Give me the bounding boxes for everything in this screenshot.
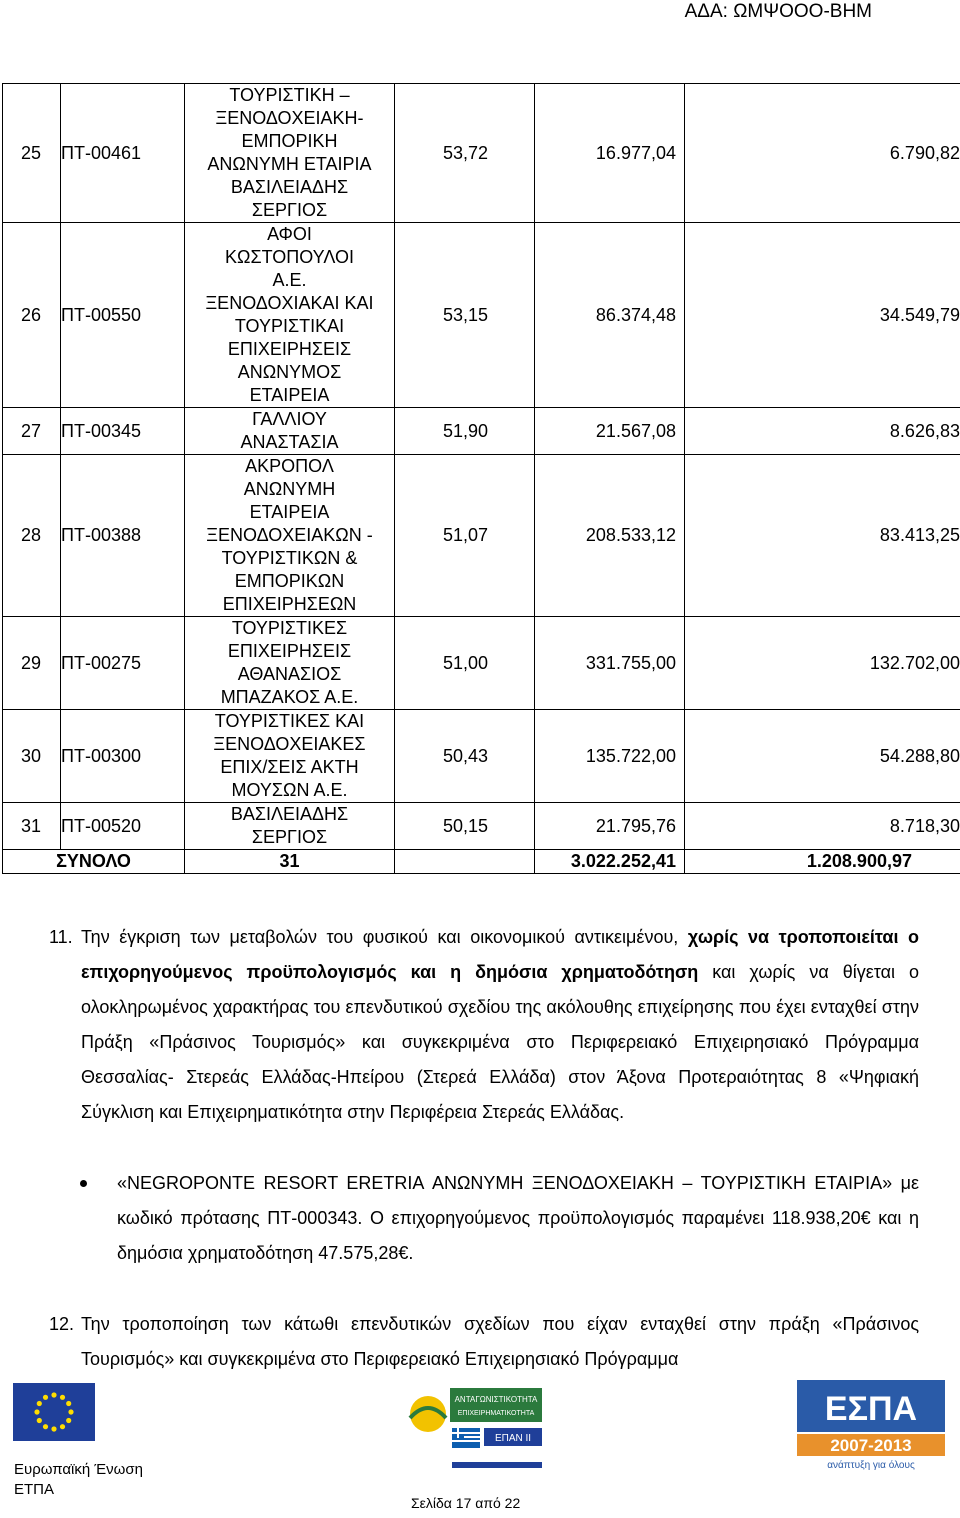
star-icon bbox=[43, 1395, 48, 1400]
row-score: 50,15 bbox=[395, 803, 535, 850]
mid-logo-line2: ΕΠΙΧΕΙΡΗΜΑΤΙΚΟΤΗΤΑ bbox=[457, 1410, 535, 1417]
star-icon bbox=[60, 1395, 65, 1400]
section-11-bold: χωρίς να τροποποιείται ο επιχορηγούμενος προϋπολογισμός και η δημόσια χρηματοδότηση bbox=[81, 927, 919, 982]
row-code: ΠΤ-00300 bbox=[61, 710, 185, 803]
beneficiary-line: ΒΑΣΙΛΕΙΑΔΗΣ bbox=[230, 177, 349, 197]
espa-logo bbox=[795, 1378, 947, 1473]
row-budget: 135.722,00 bbox=[535, 710, 685, 803]
beneficiary-line: ΑΚΡΟΠΟΛ bbox=[245, 456, 334, 476]
row-score: 51,90 bbox=[395, 408, 535, 455]
beneficiary-line: ΕΠΙΧΕΙΡΗΣΕΩΝ bbox=[222, 594, 357, 614]
star-icon bbox=[66, 1418, 71, 1423]
beneficiary-line: ΣΕΡΓΙΟΣ bbox=[251, 827, 328, 847]
section-11-rest: και χωρίς να θίγεται ο ολοκληρωμένος χαρακτήρας του επενδυτικού σχεδίου της ακόλουθης επιχείρησης που έχει ενταχθεί στην Πράξη «Πράσινος Τουρισμός» και συγκεκριμένα στο Περιφερειακό Επιχειρησιακό Πρόγραμμα Θεσσαλίας- Στερεάς Ελλάδας-Ηπείρου (Στερεά Ελλάδα) στον Άξονα Προτεραιότητας 8 «Ψηφιακή Σύγκλιση και Επιχειρηματικότητα στην Περιφέρεια Στερεάς Ελλάδας. bbox=[81, 962, 919, 1122]
grants-table bbox=[2, 83, 960, 874]
beneficiary-line: ΞΕΝΟΔΟΧΕΙΑΚΗ- bbox=[215, 108, 364, 128]
eu-label bbox=[14, 1460, 143, 1500]
row-number: 27 bbox=[3, 408, 61, 455]
beneficiary-line: ΑΝΩΝΥΜΟΣ bbox=[237, 362, 342, 382]
total-funding: 1.208.900,97 bbox=[685, 850, 960, 874]
table-row bbox=[3, 223, 960, 408]
beneficiary-line: ΕΜΠΟΡΙΚΩΝ bbox=[234, 571, 345, 591]
row-number: 30 bbox=[3, 710, 61, 803]
row-funding: 54.288,80 bbox=[685, 710, 960, 803]
star-icon bbox=[51, 1426, 56, 1431]
beneficiary-line: ΣΕΡΓΙΟΣ bbox=[251, 200, 328, 220]
eu-label-line1: Ευρωπαϊκή Ένωση bbox=[14, 1461, 143, 1478]
row-score: 53,72 bbox=[395, 84, 535, 223]
star-icon bbox=[34, 1409, 39, 1414]
beneficiary-line: ΤΟΥΡΙΣΤΙΚΑΙ bbox=[234, 316, 345, 336]
section-11-intro: Την έγκριση των μεταβολών του φυσικού και οικονομικού αντικειμένου, bbox=[81, 927, 688, 947]
section-12-text: Την τροποποίηση των κάτωθι επενδυτικών σχεδίων που είχαν ενταχθεί στην πράξη «Πράσινος Τουρισμός» και συγκεκριμένα στο Περιφερειακό Επιχειρησιακό Πρόγραμμα bbox=[81, 1314, 919, 1369]
beneficiary-line: Α.Ε. bbox=[272, 270, 307, 290]
row-budget: 331.755,00 bbox=[535, 617, 685, 710]
section-12-number: 12. bbox=[49, 1314, 75, 1334]
star-icon bbox=[66, 1401, 71, 1406]
beneficiary-line: ΕΤΑΙΡΕΙΑ bbox=[249, 502, 330, 522]
mid-logo-line1: ΑΝΤΑΓΩΝΙΣΤΙΚΟΤΗΤΑ bbox=[454, 1395, 538, 1404]
row-beneficiary bbox=[185, 408, 395, 455]
total-row bbox=[3, 850, 960, 874]
total-empty bbox=[395, 850, 535, 874]
row-number: 25 bbox=[3, 84, 61, 223]
row-code: ΠΤ-00461 bbox=[61, 84, 185, 223]
row-budget: 16.977,04 bbox=[535, 84, 685, 223]
total-label: ΣΥΝΟΛΟ bbox=[3, 850, 185, 874]
row-beneficiary bbox=[185, 455, 395, 617]
row-funding: 8.626,83 bbox=[685, 408, 960, 455]
row-number: 28 bbox=[3, 455, 61, 617]
beneficiary-line: ΕΠΙΧΕΙΡΗΣΕΙΣ bbox=[227, 641, 352, 661]
beneficiary-line: ΒΑΣΙΛΕΙΑΔΗΣ bbox=[230, 804, 349, 824]
star-icon bbox=[51, 1392, 56, 1397]
beneficiary-line: ΕΤΑΙΡΕΙΑ bbox=[249, 385, 330, 405]
row-beneficiary bbox=[185, 710, 395, 803]
row-number: 29 bbox=[3, 617, 61, 710]
page-number: Σελίδα 17 από 22 bbox=[411, 1495, 521, 1511]
table-row bbox=[3, 455, 960, 617]
beneficiary-line: ΑΝΩΝΥΜΗ ΕΤΑΙΡΙΑ bbox=[207, 154, 372, 174]
section-11-bullet: «NEGROPONTE RESORT ERETRIA ΑΝΩΝΥΜΗ ΞΕΝΟΔΟΧΕΙΑΚΗ – ΤΟΥΡΙΣΤΙΚΗ ΕΤΑΙΡΙΑ» με κωδικό πρότασης ΠΤ-000343. Ο επιχορηγούμενος προϋπολογισμός παραμένει 118.938,20€ και η δημόσια χρηματοδότηση 47.575,28€. bbox=[117, 1173, 919, 1263]
beneficiary-line: ΞΕΝΟΔΟΧΙΑΚΑΙ ΚΑΙ bbox=[205, 293, 374, 313]
section-11-number: 11. bbox=[49, 927, 73, 947]
table-row bbox=[3, 408, 960, 455]
row-score: 50,43 bbox=[395, 710, 535, 803]
table-row bbox=[3, 803, 960, 850]
mid-logo-tag: ΕΠΑΝ II bbox=[494, 1433, 532, 1444]
row-beneficiary bbox=[185, 223, 395, 408]
espa-years: 2007-2013 bbox=[830, 1436, 912, 1455]
beneficiary-line: ΤΟΥΡΙΣΤΙΚΩΝ & bbox=[221, 548, 358, 568]
row-beneficiary bbox=[185, 84, 395, 223]
star-icon bbox=[43, 1424, 48, 1429]
row-score: 51,07 bbox=[395, 455, 535, 617]
espa-word: ΕΣΠΑ bbox=[824, 1390, 918, 1428]
row-funding: 8.718,30 bbox=[685, 803, 960, 850]
row-budget: 86.374,48 bbox=[535, 223, 685, 408]
ada-code: ΑΔΑ: ΩΜΨΟΟΟ-ΒΗΜ bbox=[684, 1, 872, 22]
beneficiary-line: ΕΜΠΟΡΙΚΗ bbox=[241, 131, 338, 151]
beneficiary-line: ΑΦΟΙ bbox=[267, 224, 312, 244]
row-funding: 83.413,25 bbox=[685, 455, 960, 617]
row-code: ΠΤ-00520 bbox=[61, 803, 185, 850]
bullet-icon bbox=[80, 1180, 87, 1187]
beneficiary-line: ΓΑΛΛΙΟΥ bbox=[252, 409, 327, 429]
beneficiary-line: ΑΝΑΣΤΑΣΙΑ bbox=[240, 432, 339, 452]
espa-slogan: ανάπτυξη για όλους bbox=[827, 1460, 915, 1471]
row-budget: 208.533,12 bbox=[535, 455, 685, 617]
row-code: ΠΤ-00345 bbox=[61, 408, 185, 455]
beneficiary-line: ΚΩΣΤΟΠΟΥΛΟΙ bbox=[225, 247, 354, 267]
beneficiary-line: ΜΠΑΖΑΚΟΣ Α.Ε. bbox=[220, 687, 359, 707]
row-score: 51,00 bbox=[395, 617, 535, 710]
row-funding: 132.702,00 bbox=[685, 617, 960, 710]
beneficiary-line: ΤΟΥΡΙΣΤΙΚΕΣ bbox=[231, 618, 348, 638]
star-icon bbox=[37, 1401, 42, 1406]
eu-label-line2: ΕΤΠΑ bbox=[14, 1481, 55, 1498]
row-beneficiary bbox=[185, 617, 395, 710]
star-icon bbox=[37, 1418, 42, 1423]
row-number: 26 bbox=[3, 223, 61, 408]
table-row bbox=[3, 617, 960, 710]
section-11-text bbox=[81, 920, 919, 1130]
total-count: 31 bbox=[185, 850, 395, 874]
row-code: ΠΤ-00550 bbox=[61, 223, 185, 408]
row-score: 53,15 bbox=[395, 223, 535, 408]
eu-flag-logo bbox=[13, 1383, 95, 1441]
beneficiary-line: ΕΠΙΧΕΙΡΗΣΕΙΣ bbox=[227, 339, 352, 359]
beneficiary-line: ΕΠΙΧ/ΣΕΙΣ ΑΚΤΗ bbox=[220, 757, 359, 777]
beneficiary-line: ΞΕΝΟΔΟΧΕΙΑΚΕΣ bbox=[213, 734, 366, 754]
table-row bbox=[3, 710, 960, 803]
table-row bbox=[3, 84, 960, 223]
row-beneficiary bbox=[185, 803, 395, 850]
beneficiary-line: ΑΝΩΝΥΜΗ bbox=[243, 479, 336, 499]
beneficiary-line: ΤΟΥΡΙΣΤΙΚΕΣ ΚΑΙ bbox=[214, 711, 365, 731]
row-code: ΠΤ-00388 bbox=[61, 455, 185, 617]
competitiveness-logo bbox=[398, 1378, 546, 1474]
row-budget: 21.795,76 bbox=[535, 803, 685, 850]
total-budget: 3.022.252,41 bbox=[535, 850, 685, 874]
row-budget: 21.567,08 bbox=[535, 408, 685, 455]
star-icon bbox=[68, 1409, 73, 1414]
beneficiary-line: ΑΘΑΝΑΣΙΟΣ bbox=[237, 664, 342, 684]
row-funding: 6.790,82 bbox=[685, 84, 960, 223]
row-number: 31 bbox=[3, 803, 61, 850]
beneficiary-line: ΤΟΥΡΙΣΤΙΚΗ – bbox=[229, 85, 350, 105]
beneficiary-line: ΜΟΥΣΩΝ Α.Ε. bbox=[231, 780, 348, 800]
star-icon bbox=[60, 1424, 65, 1429]
row-code: ΠΤ-00275 bbox=[61, 617, 185, 710]
row-funding: 34.549,79 bbox=[685, 223, 960, 408]
beneficiary-line: ΞΕΝΟΔΟΧΕΙΑΚΩΝ - bbox=[206, 525, 373, 545]
